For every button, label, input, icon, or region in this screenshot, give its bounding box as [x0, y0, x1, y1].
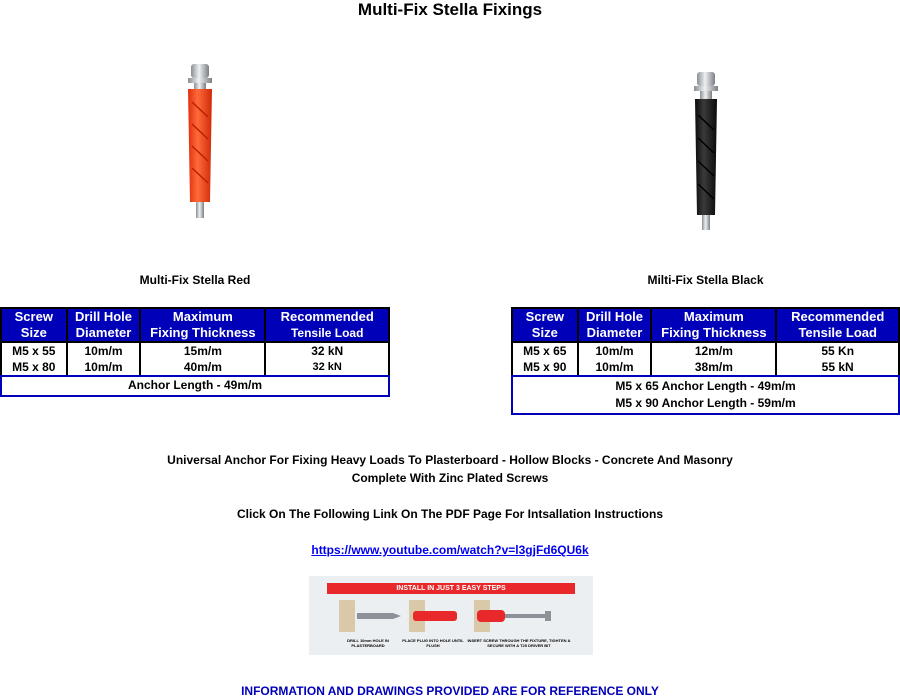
cell-drill-hole: 10m/m — [67, 359, 141, 376]
table-row — [512, 359, 899, 376]
cell-max-thickness: 15m/m — [140, 342, 265, 359]
install-step-3: INSERT SCREW THROUGH THE FIXTURE, TIGHTEN & SECURE WITH A T25 DRIVER BIT — [467, 638, 571, 648]
cell-tensile-load: 32 kN — [265, 342, 389, 359]
black-product-caption: Milti-Fix Stella Black — [647, 273, 764, 287]
cell-max-thickness: 38m/m — [651, 359, 776, 376]
table-footer-row — [512, 376, 899, 394]
install-step-2: PLACE PLUG INTO HOLE UNTIL FLUSH — [402, 638, 464, 648]
disclaimer: INFORMATION AND DRAWINGS PROVIDED ARE FOR REFERENCE ONLY — [241, 684, 659, 698]
cell-max-thickness: 12m/m — [651, 342, 776, 359]
red-product-caption: Multi-Fix Stella Red — [139, 273, 251, 287]
table-row — [1, 342, 389, 359]
cell-tensile-load: 55 Kn — [776, 342, 899, 359]
black-spec-table — [511, 307, 900, 415]
anchor-length-cell: Anchor Length - 49m/m — [1, 376, 389, 396]
table-header-row — [512, 308, 899, 342]
cell-screw-size: M5 x 90 — [512, 359, 578, 376]
cell-screw-size: M5 x 55 — [1, 342, 67, 359]
black-anchor-image — [686, 70, 726, 230]
description-line-1: Universal Anchor For Fixing Heavy Loads To Plasterboard - Hollow Blocks - Concrete And Masonry — [167, 453, 733, 467]
header-max-thickness: Maximum Fixing Thickness — [651, 308, 776, 342]
cell-max-thickness: 40m/m — [140, 359, 265, 376]
cell-drill-hole: 10m/m — [67, 342, 141, 359]
cell-tensile-load: 55 kN — [776, 359, 899, 376]
cell-screw-size: M5 x 80 — [1, 359, 67, 376]
cell-drill-hole: 10m/m — [578, 342, 652, 359]
install-banner: INSTALL IN JUST 3 EASY STEPS — [327, 583, 575, 594]
description-line-2: Complete With Zinc Plated Screws — [351, 471, 549, 485]
table-header-row — [1, 308, 389, 342]
header-screw-size: Screw Size — [1, 308, 67, 342]
header-screw-size: Screw Size — [512, 308, 578, 342]
anchor-length-cell: M5 x 65 Anchor Length - 49m/m — [512, 376, 899, 394]
cell-tensile-load: 32 kN — [265, 359, 389, 376]
red-spec-table — [0, 307, 390, 397]
page-title: Multi-Fix Stella Fixings — [357, 0, 543, 19]
table-row — [1, 359, 389, 376]
install-instructions-graphic — [309, 576, 593, 655]
install-step-1: DRILL 10mm HOLE IN PLASTERBOARD — [347, 638, 389, 648]
cell-drill-hole: 10m/m — [578, 359, 652, 376]
table-footer-row — [512, 394, 899, 414]
header-tensile-load: Recommended Tensile Load — [776, 308, 899, 342]
table-row — [512, 342, 899, 359]
red-anchor-image — [180, 62, 220, 222]
header-tensile-load: Recommended Tensile Load — [265, 308, 389, 342]
instruction-text: Click On The Following Link On The PDF Page For Intsallation Instructions — [236, 507, 664, 521]
install-steps-illustration — [309, 596, 593, 636]
table-footer-row — [1, 376, 389, 396]
header-drill-hole: Drill Hole Diameter — [578, 308, 652, 342]
header-max-thickness: Maximum Fixing Thickness — [140, 308, 265, 342]
video-link[interactable]: https://www.youtube.com/watch?v=l3gjFd6QU6k — [311, 543, 589, 557]
header-drill-hole: Drill Hole Diameter — [67, 308, 141, 342]
cell-screw-size: M5 x 65 — [512, 342, 578, 359]
anchor-length-cell: M5 x 90 Anchor Length - 59m/m — [512, 394, 899, 414]
